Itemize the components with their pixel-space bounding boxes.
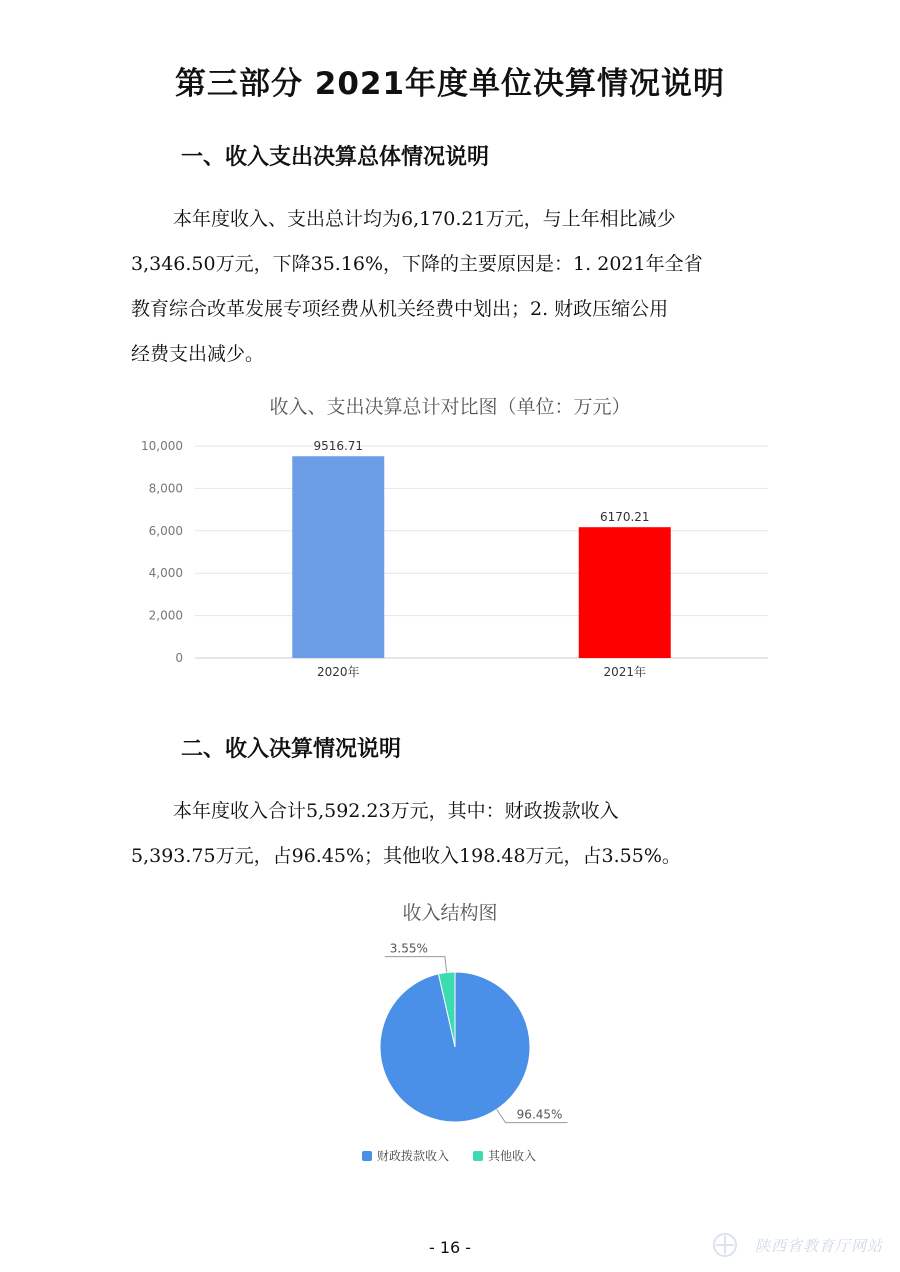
paragraph-line: 本年度收入合计5,592.23万元，其中：财政拨款收入	[173, 800, 619, 822]
paragraph-line: 教育综合改革发展专项经费从机关经费中划出；2. 财政压缩公用	[131, 298, 669, 320]
y-tick-label: 4,000	[148, 566, 183, 581]
section2-heading: 二、收入决算情况说明	[181, 737, 402, 762]
y-tick-label: 6,000	[148, 523, 183, 538]
pie-chart-title: 收入结构图	[402, 902, 498, 924]
y-tick-label: 8,000	[148, 481, 183, 496]
slice-label: 96.45%	[516, 1107, 563, 1122]
section1-heading: 一、收入支出决算总体情况说明	[181, 145, 490, 170]
watermark	[700, 1230, 896, 1260]
section1-paragraph	[131, 197, 775, 377]
slice-label: 3.55%	[389, 941, 428, 956]
page-number: - 16 -	[428, 1238, 472, 1257]
x-tick-label: 2021年	[603, 665, 647, 679]
watermark-text: 陕西省教育厅网站	[755, 1237, 884, 1255]
paragraph-line: 3,346.50万元，下降35.16%，下降的主要原因是：1. 2021年全省	[131, 253, 703, 275]
data-label: 6170.21	[599, 510, 650, 525]
bar	[579, 527, 671, 658]
legend-swatch	[473, 1151, 483, 1161]
x-tick-label: 2020年	[316, 665, 360, 679]
paragraph-line: 经费支出减少。	[131, 343, 265, 365]
page-title: 第三部分 2021年度单位决算情况说明	[174, 66, 726, 102]
leader-line	[385, 957, 447, 973]
bar-chart	[120, 430, 780, 690]
bar	[292, 456, 384, 658]
watermark-logo-icon	[700, 1230, 750, 1260]
section2-paragraph	[131, 789, 775, 879]
y-tick-label: 0	[175, 651, 183, 665]
bar-chart-title: 收入、支出决算总计对比图（单位：万元）	[269, 396, 631, 418]
pie-chart	[340, 935, 580, 1180]
legend-label: 其他收入	[488, 1149, 537, 1163]
paragraph-line: 5,393.75万元，占96.45%；其他收入198.48万元，占3.55%。	[131, 845, 681, 867]
data-label: 9516.71	[313, 439, 364, 454]
y-tick-label: 2,000	[148, 608, 183, 623]
y-tick-label: 10,000	[141, 439, 183, 453]
paragraph-line: 本年度收入、支出总计均为6,170.21万元，与上年相比减少	[173, 208, 676, 230]
pie-slice	[380, 972, 530, 1122]
legend-swatch	[362, 1151, 372, 1161]
legend-label: 财政拨款收入	[377, 1149, 450, 1163]
